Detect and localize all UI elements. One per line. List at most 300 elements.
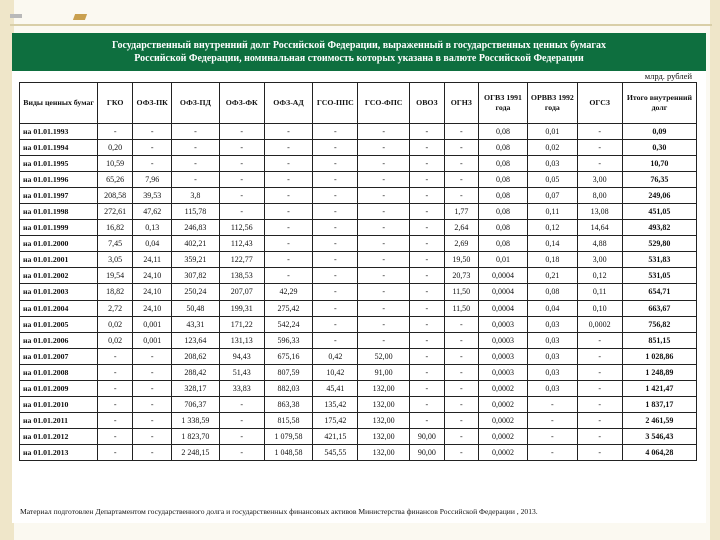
value-cell: 0,01: [528, 124, 577, 140]
value-cell: 3,8: [172, 188, 219, 204]
total-cell: 4 064,28: [622, 444, 696, 460]
value-cell: 7,96: [133, 172, 172, 188]
value-cell: -: [98, 380, 133, 396]
value-cell: 18,82: [98, 284, 133, 300]
value-cell: 2,72: [98, 300, 133, 316]
row-date-cell: на 01.01.1994: [20, 140, 98, 156]
table-row: [20, 332, 697, 348]
value-cell: -: [577, 396, 622, 412]
table-row: [20, 444, 697, 460]
total-cell: 2 461,59: [622, 412, 696, 428]
row-date-cell: на 01.01.2013: [20, 444, 98, 460]
value-cell: -: [264, 140, 312, 156]
value-cell: -: [409, 364, 444, 380]
value-cell: 246,83: [172, 220, 219, 236]
value-cell: 131,13: [219, 332, 264, 348]
value-cell: 0,08: [478, 124, 527, 140]
value-cell: 307,82: [172, 268, 219, 284]
row-date-cell: на 01.01.2004: [20, 300, 98, 316]
value-cell: -: [313, 284, 358, 300]
table-row: [20, 396, 697, 412]
value-cell: -: [444, 396, 478, 412]
value-cell: 0,0004: [478, 284, 527, 300]
value-cell: -: [358, 140, 409, 156]
value-cell: -: [98, 396, 133, 412]
value-cell: -: [409, 252, 444, 268]
value-cell: -: [409, 188, 444, 204]
value-cell: -: [577, 380, 622, 396]
value-cell: -: [313, 140, 358, 156]
value-cell: 0,0003: [478, 364, 527, 380]
row-date-cell: на 01.01.1997: [20, 188, 98, 204]
value-cell: 0,001: [133, 316, 172, 332]
value-cell: 1 079,58: [264, 428, 312, 444]
value-cell: -: [313, 204, 358, 220]
value-cell: 39,53: [133, 188, 172, 204]
value-cell: -: [444, 444, 478, 460]
value-cell: 0,03: [528, 380, 577, 396]
value-cell: -: [172, 124, 219, 140]
value-cell: 0,0003: [478, 348, 527, 364]
total-cell: 531,05: [622, 268, 696, 284]
table-row: [20, 220, 697, 236]
row-date-cell: на 01.01.2003: [20, 284, 98, 300]
value-cell: 0,02: [98, 332, 133, 348]
table-row: [20, 412, 697, 428]
value-cell: -: [358, 172, 409, 188]
column-header: ГСО-ФПС: [358, 83, 409, 124]
value-cell: 52,00: [358, 348, 409, 364]
total-cell: 1 028,86: [622, 348, 696, 364]
value-cell: 0,08: [478, 236, 527, 252]
value-cell: 0,18: [528, 252, 577, 268]
total-cell: 451,05: [622, 204, 696, 220]
row-date-cell: на 01.01.2001: [20, 252, 98, 268]
value-cell: 2,69: [444, 236, 478, 252]
value-cell: -: [219, 428, 264, 444]
value-cell: -: [528, 444, 577, 460]
value-cell: 33,83: [219, 380, 264, 396]
value-cell: 4,88: [577, 236, 622, 252]
value-cell: 132,00: [358, 444, 409, 460]
row-date-cell: на 01.01.2010: [20, 396, 98, 412]
value-cell: 19,50: [444, 252, 478, 268]
value-cell: 545,55: [313, 444, 358, 460]
value-cell: -: [577, 156, 622, 172]
value-cell: -: [264, 236, 312, 252]
table-row: [20, 204, 697, 220]
value-cell: 0,11: [577, 284, 622, 300]
row-date-cell: на 01.01.1995: [20, 156, 98, 172]
value-cell: 24,10: [133, 268, 172, 284]
total-cell: 10,70: [622, 156, 696, 172]
value-cell: 208,58: [98, 188, 133, 204]
table-row: [20, 124, 697, 140]
value-cell: 882,03: [264, 380, 312, 396]
value-cell: -: [444, 140, 478, 156]
value-cell: 0,0002: [577, 316, 622, 332]
value-cell: 0,02: [98, 316, 133, 332]
value-cell: 542,24: [264, 316, 312, 332]
decorative-mark: [10, 14, 22, 18]
value-cell: -: [409, 284, 444, 300]
value-cell: -: [219, 124, 264, 140]
value-cell: 0,0002: [478, 396, 527, 412]
total-cell: 493,82: [622, 220, 696, 236]
value-cell: -: [313, 124, 358, 140]
value-cell: -: [409, 220, 444, 236]
value-cell: 94,43: [219, 348, 264, 364]
table-header: [20, 83, 697, 124]
value-cell: 815,58: [264, 412, 312, 428]
slide-content: [12, 33, 706, 523]
value-cell: -: [313, 252, 358, 268]
value-cell: 0,42: [313, 348, 358, 364]
total-cell: 1 248,89: [622, 364, 696, 380]
value-cell: -: [409, 300, 444, 316]
total-cell: 654,71: [622, 284, 696, 300]
value-cell: -: [444, 380, 478, 396]
table-row: [20, 188, 697, 204]
value-cell: 0,0002: [478, 444, 527, 460]
value-cell: 19,54: [98, 268, 133, 284]
value-cell: 208,62: [172, 348, 219, 364]
value-cell: -: [444, 412, 478, 428]
row-date-cell: на 01.01.1993: [20, 124, 98, 140]
value-cell: 199,31: [219, 300, 264, 316]
slide-border-right: [710, 0, 720, 540]
value-cell: 1 048,58: [264, 444, 312, 460]
row-date-cell: на 01.01.2009: [20, 380, 98, 396]
total-cell: 663,67: [622, 300, 696, 316]
value-cell: -: [409, 236, 444, 252]
value-cell: -: [444, 364, 478, 380]
value-cell: 0,02: [528, 140, 577, 156]
value-cell: -: [219, 140, 264, 156]
value-cell: 0,0004: [478, 268, 527, 284]
value-cell: -: [358, 300, 409, 316]
value-cell: 45,41: [313, 380, 358, 396]
column-header: ОФЗ-ФК: [219, 83, 264, 124]
table-row: [20, 428, 697, 444]
value-cell: -: [358, 316, 409, 332]
value-cell: 0,04: [528, 300, 577, 316]
total-cell: 1 837,17: [622, 396, 696, 412]
top-rule: [10, 24, 712, 26]
value-cell: 0,14: [528, 236, 577, 252]
value-cell: -: [219, 396, 264, 412]
value-cell: -: [219, 188, 264, 204]
value-cell: 90,00: [409, 444, 444, 460]
value-cell: -: [264, 204, 312, 220]
row-date-cell: на 01.01.2011: [20, 412, 98, 428]
value-cell: 112,43: [219, 236, 264, 252]
value-cell: -: [313, 332, 358, 348]
column-header: ОФЗ-АД: [264, 83, 312, 124]
table-body: [20, 124, 697, 461]
value-cell: 20,73: [444, 268, 478, 284]
value-cell: -: [133, 364, 172, 380]
value-cell: 47,62: [133, 204, 172, 220]
value-cell: -: [444, 172, 478, 188]
value-cell: 3,00: [577, 252, 622, 268]
value-cell: -: [409, 204, 444, 220]
value-cell: -: [358, 268, 409, 284]
column-header: ОГСЗ: [577, 83, 622, 124]
value-cell: 132,00: [358, 396, 409, 412]
column-header: ОФЗ-ПК: [133, 83, 172, 124]
table-row: [20, 364, 697, 380]
value-cell: -: [577, 444, 622, 460]
total-cell: 851,15: [622, 332, 696, 348]
column-header: ОГНЗ: [444, 83, 478, 124]
value-cell: -: [133, 140, 172, 156]
value-cell: -: [313, 188, 358, 204]
value-cell: 122,77: [219, 252, 264, 268]
value-cell: 706,37: [172, 396, 219, 412]
title-banner: [12, 33, 706, 71]
value-cell: 0,03: [528, 332, 577, 348]
total-cell: 0,30: [622, 140, 696, 156]
table-row: [20, 172, 697, 188]
value-cell: 0,21: [528, 268, 577, 284]
value-cell: 250,24: [172, 284, 219, 300]
table-row: [20, 236, 697, 252]
value-cell: -: [133, 348, 172, 364]
value-cell: 65,26: [98, 172, 133, 188]
value-cell: -: [358, 284, 409, 300]
value-cell: 7,45: [98, 236, 133, 252]
value-cell: -: [577, 428, 622, 444]
value-cell: 123,64: [172, 332, 219, 348]
table-row: [20, 316, 697, 332]
value-cell: -: [264, 156, 312, 172]
value-cell: -: [409, 172, 444, 188]
value-cell: -: [528, 412, 577, 428]
value-cell: -: [409, 156, 444, 172]
value-cell: 10,42: [313, 364, 358, 380]
value-cell: 115,78: [172, 204, 219, 220]
value-cell: -: [133, 124, 172, 140]
table-row: [20, 140, 697, 156]
header-row: [20, 83, 697, 124]
value-cell: 0,08: [478, 140, 527, 156]
value-cell: 0,0004: [478, 300, 527, 316]
value-cell: -: [409, 140, 444, 156]
value-cell: -: [528, 396, 577, 412]
value-cell: 135,42: [313, 396, 358, 412]
total-cell: 756,82: [622, 316, 696, 332]
value-cell: 0,12: [528, 220, 577, 236]
value-cell: 421,15: [313, 428, 358, 444]
table-row: [20, 156, 697, 172]
value-cell: 42,29: [264, 284, 312, 300]
value-cell: -: [409, 332, 444, 348]
value-cell: 0,12: [577, 268, 622, 284]
value-cell: 0,07: [528, 188, 577, 204]
total-cell: 531,83: [622, 252, 696, 268]
value-cell: 0,0003: [478, 316, 527, 332]
row-date-cell: на 01.01.1998: [20, 204, 98, 220]
value-cell: 0,11: [528, 204, 577, 220]
value-cell: -: [219, 204, 264, 220]
value-cell: 1 338,59: [172, 412, 219, 428]
row-date-cell: на 01.01.2006: [20, 332, 98, 348]
value-cell: 2 248,15: [172, 444, 219, 460]
column-header: ОГВЗ 1991 года: [478, 83, 527, 124]
value-cell: 0,0002: [478, 428, 527, 444]
value-cell: -: [98, 412, 133, 428]
value-cell: -: [313, 236, 358, 252]
column-header: Итого внутренний долг: [622, 83, 696, 124]
value-cell: -: [444, 428, 478, 444]
row-date-cell: на 01.01.1999: [20, 220, 98, 236]
value-cell: 11,50: [444, 284, 478, 300]
value-cell: -: [358, 236, 409, 252]
value-cell: -: [98, 348, 133, 364]
row-date-cell: на 01.01.2007: [20, 348, 98, 364]
row-date-cell: на 01.01.2012: [20, 428, 98, 444]
value-cell: 132,00: [358, 412, 409, 428]
value-cell: -: [577, 124, 622, 140]
value-cell: -: [264, 252, 312, 268]
value-cell: -: [264, 124, 312, 140]
value-cell: 0,08: [478, 172, 527, 188]
total-cell: 3 546,43: [622, 428, 696, 444]
value-cell: -: [409, 396, 444, 412]
value-cell: -: [313, 316, 358, 332]
value-cell: 0,08: [528, 284, 577, 300]
value-cell: 207,07: [219, 284, 264, 300]
value-cell: -: [409, 348, 444, 364]
value-cell: -: [444, 332, 478, 348]
table-row: [20, 348, 697, 364]
value-cell: 43,31: [172, 316, 219, 332]
value-cell: -: [577, 332, 622, 348]
value-cell: -: [313, 300, 358, 316]
value-cell: -: [133, 444, 172, 460]
value-cell: 2,64: [444, 220, 478, 236]
value-cell: -: [219, 412, 264, 428]
value-cell: 807,59: [264, 364, 312, 380]
value-cell: 132,00: [358, 428, 409, 444]
value-cell: 0,10: [577, 300, 622, 316]
value-cell: -: [98, 444, 133, 460]
row-date-cell: на 01.01.2002: [20, 268, 98, 284]
value-cell: -: [172, 140, 219, 156]
value-cell: -: [133, 156, 172, 172]
value-cell: -: [444, 348, 478, 364]
value-cell: 359,21: [172, 252, 219, 268]
value-cell: -: [409, 316, 444, 332]
value-cell: 0,001: [133, 332, 172, 348]
row-date-cell: на 01.01.2008: [20, 364, 98, 380]
column-header: ГКО: [98, 83, 133, 124]
value-cell: 0,04: [133, 236, 172, 252]
value-cell: -: [409, 380, 444, 396]
column-header: ОРВВЗ 1992 года: [528, 83, 577, 124]
value-cell: -: [444, 156, 478, 172]
footnote: Материал подготовлен Департаментом государственного долга и государственных финансовых активов Министерства финансов Российской Федерации , 2013.: [20, 507, 538, 516]
column-header: ГСО-ППС: [313, 83, 358, 124]
value-cell: 1 823,70: [172, 428, 219, 444]
value-cell: 596,33: [264, 332, 312, 348]
column-header: ОФЗ-ПД: [172, 83, 219, 124]
value-cell: 402,21: [172, 236, 219, 252]
value-cell: 132,00: [358, 380, 409, 396]
value-cell: -: [133, 428, 172, 444]
value-cell: -: [409, 412, 444, 428]
value-cell: -: [358, 220, 409, 236]
value-cell: 675,16: [264, 348, 312, 364]
value-cell: 1,77: [444, 204, 478, 220]
value-cell: 16,82: [98, 220, 133, 236]
value-cell: 0,03: [528, 348, 577, 364]
value-cell: -: [313, 156, 358, 172]
value-cell: -: [264, 188, 312, 204]
value-cell: -: [358, 204, 409, 220]
value-cell: 24,10: [133, 300, 172, 316]
value-cell: -: [528, 428, 577, 444]
value-cell: -: [133, 396, 172, 412]
value-cell: 90,00: [409, 428, 444, 444]
column-header: Виды ценных бумаг: [20, 83, 98, 124]
value-cell: -: [98, 428, 133, 444]
value-cell: 3,05: [98, 252, 133, 268]
debt-table: [19, 82, 697, 461]
table-row: [20, 284, 697, 300]
value-cell: 0,08: [478, 188, 527, 204]
decorative-accent: [73, 14, 87, 20]
value-cell: -: [409, 124, 444, 140]
value-cell: 91,00: [358, 364, 409, 380]
value-cell: -: [264, 268, 312, 284]
row-date-cell: на 01.01.2005: [20, 316, 98, 332]
value-cell: -: [358, 188, 409, 204]
total-cell: 0,09: [622, 124, 696, 140]
table-row: [20, 252, 697, 268]
value-cell: -: [133, 412, 172, 428]
value-cell: 138,53: [219, 268, 264, 284]
value-cell: 14,64: [577, 220, 622, 236]
value-cell: 11,50: [444, 300, 478, 316]
row-date-cell: на 01.01.1996: [20, 172, 98, 188]
value-cell: -: [313, 268, 358, 284]
table-row: [20, 300, 697, 316]
value-cell: 0,01: [478, 252, 527, 268]
total-cell: 529,80: [622, 236, 696, 252]
value-cell: -: [358, 156, 409, 172]
value-cell: 288,42: [172, 364, 219, 380]
value-cell: 0,0002: [478, 412, 527, 428]
value-cell: 863,38: [264, 396, 312, 412]
value-cell: 0,03: [528, 364, 577, 380]
value-cell: -: [313, 220, 358, 236]
value-cell: 51,43: [219, 364, 264, 380]
value-cell: 24,11: [133, 252, 172, 268]
value-cell: 0,0002: [478, 380, 527, 396]
value-cell: 328,17: [172, 380, 219, 396]
unit-label: млрд. рублей: [644, 71, 692, 81]
table-row: [20, 268, 697, 284]
value-cell: -: [219, 172, 264, 188]
value-cell: 175,42: [313, 412, 358, 428]
total-cell: 249,06: [622, 188, 696, 204]
value-cell: 0,20: [98, 140, 133, 156]
column-header: ОВОЗ: [409, 83, 444, 124]
value-cell: 0,13: [133, 220, 172, 236]
value-cell: 8,00: [577, 188, 622, 204]
